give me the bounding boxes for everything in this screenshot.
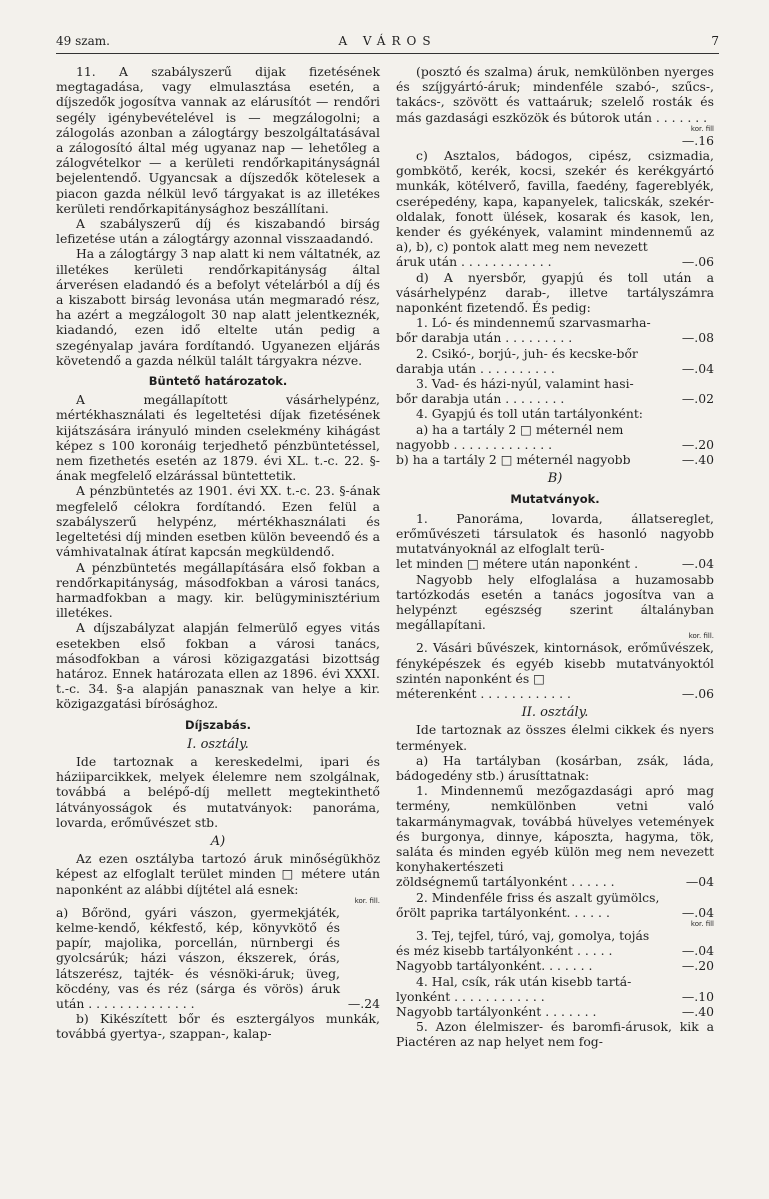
tariff-row: [396, 943, 714, 958]
tariff-row: [396, 556, 714, 571]
paragraph: 11. A szabályszerű dijak fizetésének megtagadása, vagy elmulasztása esetén, a díjszedők jogosítva vannak az elárusítót — rendőri segély igénybevételével is — megzálogolni; a zálogolás azonban a zálogtárgy beszolgáltatásával a zálogosító által még ugyanaz nap — lehetőleg a zálogvételkor — a kerületi rendőrkapitányságnál bejelentendő. Ugyancsak a díjszedők kötelesek a piacon gazda nélkül levő tárgyakat is az illetékes kerületi rendőrkapitánysághoz beszállítani.: [56, 64, 380, 216]
tariff-price: —.10: [681, 988, 714, 1004]
paragraph: 3. Vad- és házi-nyúl, valamint hasi-: [416, 376, 634, 392]
page-number-issue: 49 szam.: [56, 34, 110, 48]
tariff-item: b) ha a tartály 2 □ méternél nagyobb: [396, 452, 631, 468]
tariff-row: [396, 330, 714, 345]
paragraph: Nagyobb hely elfoglalása a huzamosabb tartózkodás esetén a tanács jogosítva van a helypénzt egészség szerint általányban megállapítani.: [396, 571, 714, 633]
tariff-row: [396, 905, 714, 920]
header-rule: [56, 53, 719, 54]
paragraph: d) A nyersbőr, gyapjú és toll után a vásárhelypénz darab-, illetve tartályszámra naponként fizetendő. És pedig:: [396, 269, 714, 316]
tariff-item: méterenként . . . . . . . . . . . .: [396, 685, 571, 701]
paragraph: c) Asztalos, bádogos, cipész, csizmadia, gombkötő, kerék, kocsi, szekér és kerékgyártó munkák, kötélverő, favilla, faedény, fagereblyék, cserépedény, kapa, kapanyelek, talicskák, szekér-oldalak, fonott ülések, kosarak és kasok, len, kender és gyékények, valamint mindennemű az a), b), c) pontok alatt meg nem nevezett: [396, 148, 714, 255]
tariff-price: —.06: [681, 685, 714, 701]
tariff-price: —.06: [681, 254, 714, 270]
tariff-row: [396, 437, 714, 452]
tariff-row: [396, 391, 714, 406]
tariff-price: —.02: [681, 391, 714, 407]
tariff-price: —.04: [681, 904, 714, 920]
paragraph: 2. Mindenféle friss és aszalt gyümölcs,: [416, 889, 660, 905]
paragraph: A szabályszerű díj és kiszabandó birság lefizetése után a zálogtárgy azonnal visszaadandó.: [56, 216, 380, 247]
paragraph: 3. Tej, tejfel, túró, vaj, gomolya, tojás: [416, 927, 650, 943]
paragraph: 2. Vásári bűvészek, kintornások, erőművészek, fényképészek és egyéb kisebb mutatványoktól szintén naponként és □: [396, 640, 714, 686]
paragraph: Ha a zálogtárgy 3 nap alatt ki nem váltatnék, az illetékes kerületi rendőrkapitányság által árverésen eladandó és a befolyt vételárból a díj és a kiszabott birság levonása után megmaradó rész, ha azért a megzálogolt 30 nap alatt jelentkeznék, kiadandó, ezen idő eltelte után pedig a szegényalap javára fordítandó. Ugyanezen eljárás követendő a gazda nélkül talált tárgyakra nézve.: [56, 246, 380, 368]
paragraph: a) ha a tartály 2 □ méternél nem: [416, 421, 624, 437]
tariff-row: [396, 874, 714, 889]
tariff-price: —.20: [681, 958, 714, 974]
tariff-row: [396, 452, 714, 467]
right-column: [396, 64, 714, 1050]
paragraph: Ide tartoznak a kereskedelmi, ipari és háziiparcikkek, melyek élelemre nem szolgálnak, továbbá a belépő-díj mellett megtekinthető látványosságok és mutatványok: panoráma, lovarda, erőművészet stb.: [56, 753, 380, 830]
paragraph: 1. Mindennemű mezőgazdasági apró mag termény, nemkülönben vetni való takarmánymagvak, továbbá hüvelyes vetemények és burgonya, dinnye, káposzta, hagyma, tök, saláta és minden egyéb külön meg nem nevezett konyhakertészeti: [396, 783, 714, 875]
currency-label: kor. fill.: [688, 632, 714, 641]
tariff-item: áruk után . . . . . . . . . . . .: [396, 254, 552, 270]
paragraph: A pénzbüntetés megállapítására első fokban a rendőrkapitányság, másodfokban a városi tanács, harmadfokban a magy. kir. belügyminisztérium illetékes.: [56, 559, 380, 621]
tariff-item: Nagyobb tartályonként . . . . . . .: [396, 1003, 597, 1019]
tariff-row: [396, 686, 714, 701]
tariff-row: [396, 1004, 714, 1019]
tariff-price: —.40: [681, 1003, 714, 1019]
currency-label: kor. fill: [690, 124, 714, 133]
tariff-price: —04: [685, 874, 714, 890]
tariff-price: —.24: [347, 995, 380, 1011]
tariff-item: és méz kisebb tartályonként . . . . .: [396, 943, 613, 959]
section-heading: Büntető határozatok.: [148, 374, 288, 389]
tariff-price: —.20: [681, 436, 714, 452]
paragraph: 4. Hal, csík, rák után kisebb tartá-: [416, 973, 632, 989]
tariff-item: bőr darabja után . . . . . . . . .: [396, 330, 573, 346]
currency-label: kor. fill: [690, 919, 714, 928]
paragraph: (posztó és szalma) áruk, nemkülönben nyerges és szíjgyártó-áruk; mindenféle szabó-, szűcs-, takács-, szövött és vattaáruk; szelelő rosták és más gazdasági eszközök és bútorok után . . . . . . .: [396, 64, 714, 125]
paragraph: A pénzbüntetés az 1901. évi XX. t.-c. 23. §-ának megfelelő célokra fordítandó. Ezen felül a szabályszerű helypénz, mértékhasználati és legeltetési díj minden esetben külön beveendő és a vámhivatalnak átírat kapcsán megküldendő.: [56, 483, 380, 560]
tariff-item: bőr darabja után . . . . . . . .: [396, 391, 565, 407]
subsection-heading: A): [210, 833, 226, 849]
tariff-item: lyonként . . . . . . . . . . . .: [396, 988, 545, 1004]
paragraph: 1. Panoráma, lovarda, állatsereglet, erőművészeti társulatok és hasonló nagyobb mutatványoknál az elfoglalt terü-: [396, 510, 714, 557]
tariff-price: —.04: [681, 556, 714, 572]
tariff-item: őrölt paprika tartályonként. . . . . .: [396, 904, 610, 920]
paragraph: 5. Azon élelmiszer- és baromfi-árusok, kik a Piactéren az nap helyet nem fog-: [396, 1019, 714, 1050]
subsection-heading: II. osztály.: [521, 705, 589, 721]
journal-title: A VÁROS: [338, 34, 437, 48]
page-number: 7: [711, 34, 719, 48]
tariff-item: nagyobb . . . . . . . . . . . . .: [396, 436, 553, 452]
tariff-row: [396, 254, 714, 269]
page-header: [56, 34, 719, 52]
subsection-heading: I. osztály.: [187, 736, 249, 752]
paragraph: 1. Ló- és mindennemű szarvasmarha-: [416, 315, 651, 331]
tariff-row: [56, 905, 380, 1011]
paragraph: Az ezen osztályba tartozó áruk minőségükhöz képest az elfoglalt terület minden □ métere után naponként az alábbi díjtétel alá esnek:: [56, 851, 380, 897]
tariff-row: [396, 133, 714, 148]
paragraph: b) Kikészített bőr és esztergályos munkák, továbbá gyertya-, szappan-, kalap-: [56, 1011, 380, 1042]
tariff-price: —.04: [681, 943, 714, 959]
paragraph: Ide tartoznak az összes élelmi cikkek és nyers termények.: [396, 722, 714, 753]
paragraph: a) Ha tartályban (kosárban, zsák, láda, bádogedény stb.) árusíttatnak:: [396, 752, 714, 783]
tariff-row: [396, 989, 714, 1004]
paragraph: 2. Csikó-, borjú-, juh- és kecske-bőr: [416, 345, 638, 361]
tariff-item: darabja után . . . . . . . . . .: [396, 360, 555, 376]
tariff-item: Nagyobb tartályonként. . . . . . .: [396, 958, 593, 974]
tariff-row: [396, 361, 714, 376]
subsection-heading: B): [547, 471, 563, 487]
left-column: [56, 64, 380, 1042]
paragraph: 4. Gyapjú és toll után tartályonként:: [416, 406, 643, 422]
section-heading: Díjszabás.: [185, 717, 251, 732]
tariff-price: —.04: [681, 360, 714, 376]
tariff-row: [396, 958, 714, 973]
tariff-price: —.08: [681, 330, 714, 346]
tariff-price: —.40: [681, 452, 714, 468]
tariff-item: let minden □ métere után naponként .: [396, 556, 639, 572]
section-heading: Mutatványok.: [510, 492, 600, 507]
currency-label: kor. fill.: [354, 896, 380, 905]
tariff-item: zöldségnemű tartályonként . . . . . .: [396, 874, 615, 890]
tariff-price: —.16: [681, 132, 714, 148]
paragraph: A díjszabályzat alapján felmerülő egyes vitás esetekben első fokban a városi tanács, másodfokban a városi közigazgatási bizottság határoz. Ennek határozata ellen az 1896. évi XXXI. t.-c. 34. §-a alapján panasznak van helye a kir. közigazgatási bírósághoz.: [56, 620, 380, 712]
tariff-item: a) Bőrönd, gyári vászon, gyermekjáték, kelme-kendő, kékfestő, kép, könyvkötő és papír, majolika, porcellán, nürnbergi és gyolcsárúk; házi vászon, ékszerek, órás, látszerész, tajték- és vésnöki-áruk; üveg, köcdény, vas és réz (sárga és vörös) áruk után . . . . . . . . . . . . . .: [56, 904, 340, 1011]
paragraph: A megállapított vásárhelypénz, mértékhasználati és legeltetési díjak fizetésének kijátszására irányuló minden cselekmény kihágást képez s 100 koronáig terjedhető pénzbüntetéssel, nem fizethetés esetén az 1879. évi XL. t.-c. 22. §-ának megfelelő elzárással büntettetik.: [56, 392, 380, 484]
